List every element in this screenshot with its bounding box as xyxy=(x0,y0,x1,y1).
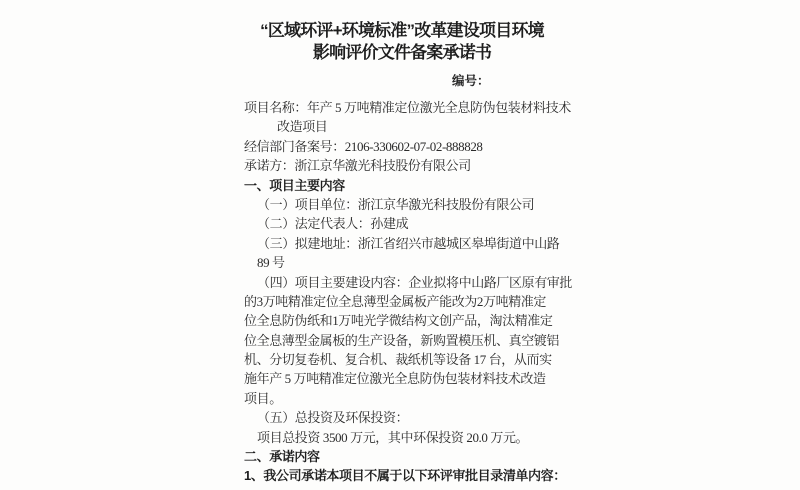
doc-line: 89 号 xyxy=(257,255,285,271)
doc-line: 机、分切复卷机、复合机、裁纸机等设备 17 台，从而实 xyxy=(244,352,552,368)
doc-line: 施年产 5 万吨精准定位激光全息防伪包装材料技术改造 xyxy=(244,371,546,387)
doc-line: 位全息防伪纸和1万吨光学微结构文创产品，淘汰精准定 xyxy=(244,313,553,329)
document-title xyxy=(244,20,560,64)
doc-line: 1、我公司承诺本项目不属于以下环评审批目录清单内容： xyxy=(244,468,566,484)
doc-line: 经信部门备案号：2106-330602-07-02-888828 xyxy=(244,138,483,154)
doc-line: （一）项目单位：浙江京华激光科技股份有限公司 xyxy=(257,196,535,212)
doc-line: 一、项目主要内容 xyxy=(244,177,345,193)
doc-line: 项目名称：年产 5 万吨精准定位激光全息防伪包装材料技术 xyxy=(244,100,571,115)
doc-line: （五）总投资及环保投资： xyxy=(257,410,409,426)
serial-number-label: 编号： xyxy=(452,74,490,88)
doc-line: 位全息薄型金属板的生产设备，新购置模压机、真空镀铝 xyxy=(244,332,560,348)
title-line-2: 影响评价文件备案承诺书 xyxy=(312,43,492,62)
doc-line: 项目。 xyxy=(244,390,282,406)
doc-line: 二、承诺内容 xyxy=(244,449,320,465)
doc-line: （三）拟建地址：浙江省绍兴市越城区皋埠街道中山路 xyxy=(257,235,560,251)
doc-line: 改造项目 xyxy=(277,119,328,135)
doc-line: （四）项目主要建设内容：企业拟将中山路厂区原有审批 xyxy=(257,274,573,290)
doc-line: （二）法定代表人：孙建成 xyxy=(257,216,409,232)
doc-line: 项目总投资 3500 万元，其中环保投资 20.0 万元。 xyxy=(257,429,529,445)
doc-line: 的3万吨精准定位全息薄型金属板产能改为2万吨精准定 xyxy=(244,293,547,309)
document-body xyxy=(244,98,573,486)
doc-line: 承诺方：浙江京华激光科技股份有限公司 xyxy=(244,158,471,174)
title-line-1: “区域环评+环境标准”改革建设项目环境 xyxy=(260,21,544,40)
document-content xyxy=(244,20,573,486)
